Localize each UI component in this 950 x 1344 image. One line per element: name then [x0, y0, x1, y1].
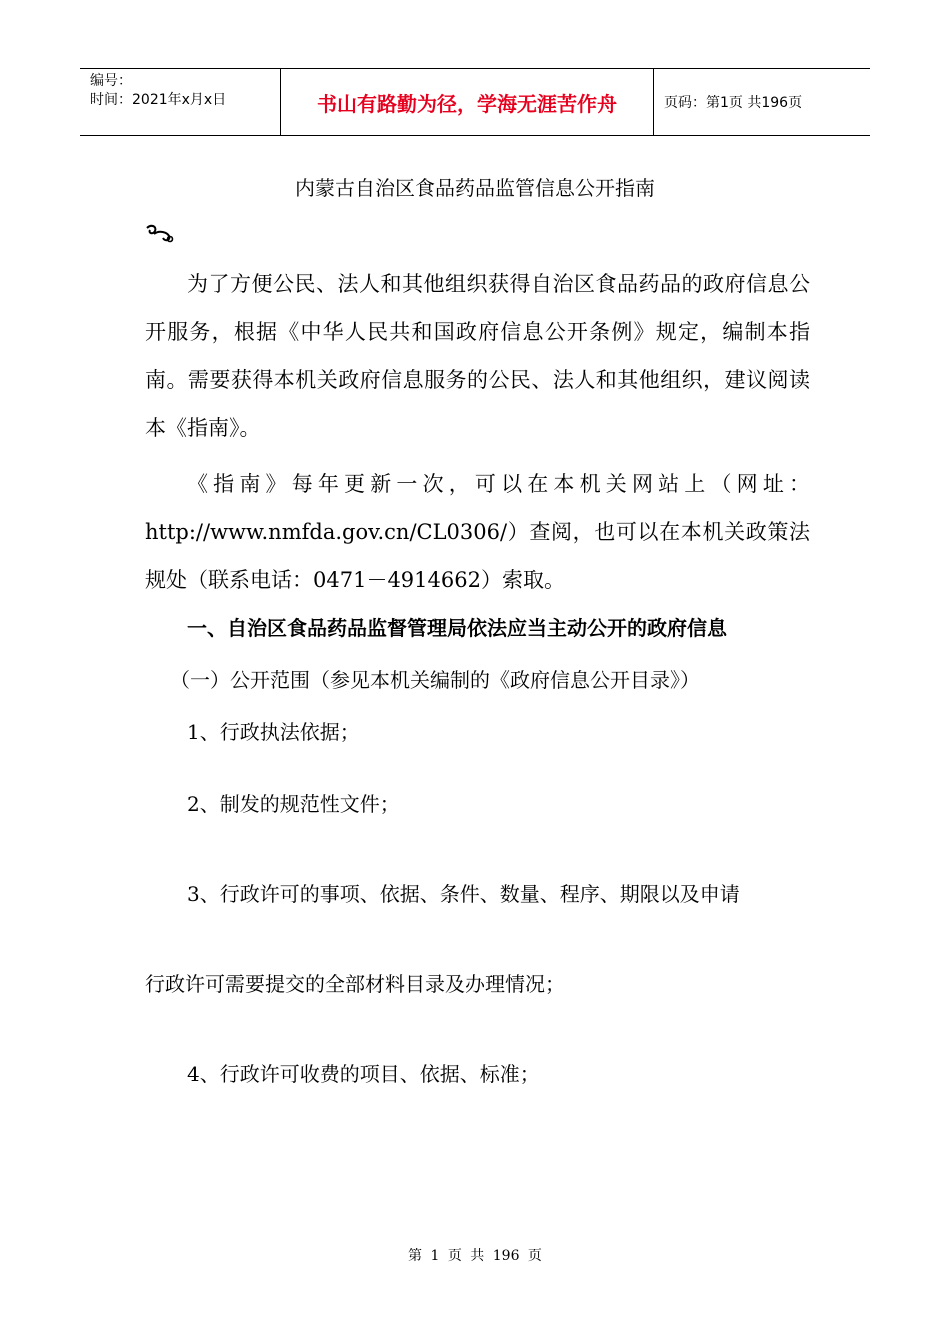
document-date-label: 时间：2021年x月x日	[90, 92, 227, 108]
list-item: 3、行政许可的事项、依据、条件、数量、程序、期限以及申请	[187, 882, 740, 906]
list-item: 2、制发的规范性文件；	[187, 792, 400, 816]
scroll-ornament-icon	[145, 222, 175, 246]
list-item-continuation: 行政许可需要提交的全部材料目录及办理情况；	[145, 972, 565, 996]
header-motto: 书山有路勤为径，学海无涯苦作舟	[281, 69, 654, 135]
update-paragraph: 《指南》每年更新一次，可以在本机关网站上（网址：http://www.nmfda.gov.cn/CL0306/）查阅，也可以在本机关政策法规处（联系电话：0471－4914662）索取。	[145, 472, 810, 592]
list-item: 1、行政执法依据；	[187, 720, 360, 744]
document-title: 内蒙古自治区食品药品监管信息公开指南	[295, 176, 655, 200]
page-header	[80, 68, 870, 136]
header-meta	[80, 69, 281, 135]
header-page-info: 页码：第1页 共196页	[664, 95, 803, 111]
page-footer: 第 1 页 共 196 页	[408, 1248, 542, 1264]
list-item: 4、行政许可收费的项目、依据、标准；	[187, 1062, 540, 1086]
document-number-label: 编号：	[90, 73, 132, 89]
intro-paragraph: 为了方便公民、法人和其他组织获得自治区食品药品的政府信息公开服务，根据《中华人民共和国政府信息公开条例》规定，编制本指南。需要获得本机关政府信息服务的公民、法人和其他组织，建议阅读本《指南》。	[145, 272, 810, 440]
subsection-heading: （一）公开范围（参见本机关编制的《政府信息公开目录》）	[170, 668, 700, 692]
section-heading: 一、自治区食品药品监督管理局依法应当主动公开的政府信息	[187, 616, 727, 640]
